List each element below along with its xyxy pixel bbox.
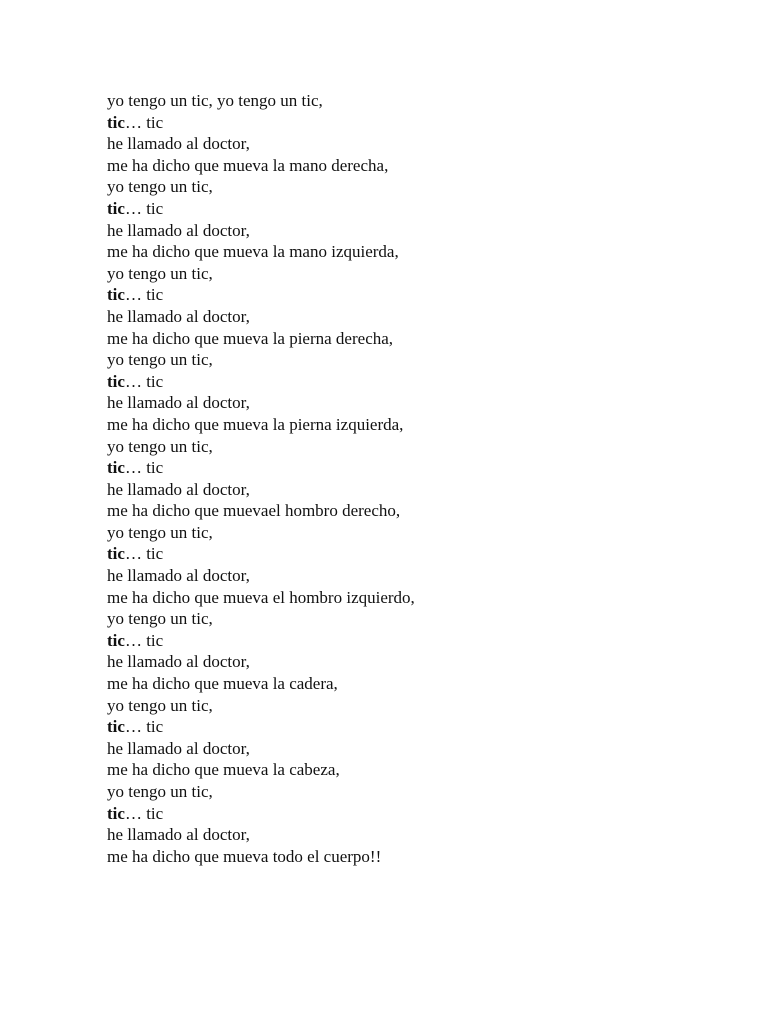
lyric-text: … tic <box>124 458 164 478</box>
lyric-line <box>107 803 415 825</box>
lyric-line <box>107 824 415 846</box>
lyric-text: he llamado al doctor, <box>107 566 250 586</box>
lyric-text: … tic <box>124 371 164 391</box>
lyric-line <box>107 306 415 328</box>
lyric-text: he llamado al doctor, <box>107 393 250 413</box>
lyric-bold-text: tic <box>107 544 125 564</box>
lyric-line <box>107 371 415 393</box>
lyric-bold-text: tic <box>107 803 125 823</box>
lyric-text: yo tengo un tic, <box>107 350 213 370</box>
lyric-bold-text: tic <box>107 198 125 218</box>
lyric-line <box>107 587 415 609</box>
lyric-text: … tic <box>124 803 164 823</box>
lyric-line <box>107 716 415 738</box>
lyric-text: yo tengo un tic, <box>107 609 213 629</box>
lyric-text: yo tengo un tic, <box>107 782 213 801</box>
lyric-text: he llamado al doctor, <box>107 825 250 845</box>
lyric-line <box>107 112 415 134</box>
lyric-text: me ha dicho que mueva la pierna derecha, <box>107 328 394 348</box>
lyric-bold-text: tic <box>107 458 125 478</box>
lyric-line <box>107 198 415 220</box>
lyric-text: yo tengo un tic, <box>107 522 213 542</box>
song-lyrics <box>107 90 415 867</box>
lyric-text: he llamado al doctor, <box>107 220 250 240</box>
lyric-text: yo tengo un tic, <box>107 177 213 197</box>
lyric-text: … tic <box>124 717 164 737</box>
lyric-text: … tic <box>124 630 164 650</box>
lyric-line <box>107 241 415 263</box>
lyric-line <box>107 263 415 285</box>
lyric-text: me ha dicho que mueva la pierna izquierda, <box>107 414 404 434</box>
lyric-text: … tic <box>124 112 164 132</box>
lyric-line <box>107 781 415 803</box>
lyric-bold-text: tic <box>107 112 125 132</box>
lyric-line <box>107 500 415 522</box>
lyric-text: he llamado al doctor, <box>107 134 250 154</box>
lyric-text: he llamado al doctor, <box>107 738 250 758</box>
lyric-text: yo tengo un tic, yo tengo un tic, <box>107 91 323 110</box>
lyric-line <box>107 349 415 371</box>
lyric-line <box>107 695 415 717</box>
lyric-line <box>107 414 415 436</box>
lyric-text: he llamado al doctor, <box>107 479 250 499</box>
lyric-line <box>107 673 415 695</box>
lyric-line <box>107 328 415 350</box>
lyric-text: … tic <box>124 198 164 218</box>
lyric-text: yo tengo un tic, <box>107 436 213 456</box>
lyric-line <box>107 155 415 177</box>
lyric-text: … tic <box>124 285 164 305</box>
lyric-text: me ha dicho que mueva la cadera, <box>107 674 338 694</box>
lyric-line <box>107 608 415 630</box>
lyric-line <box>107 90 415 112</box>
lyric-line <box>107 651 415 673</box>
lyric-line <box>107 565 415 587</box>
lyric-line <box>107 738 415 760</box>
lyric-line <box>107 392 415 414</box>
lyric-text: he llamado al doctor, <box>107 652 250 672</box>
lyric-text: yo tengo un tic, <box>107 263 213 283</box>
lyric-text: me ha dicho que mueva la mano izquierda, <box>107 242 399 262</box>
lyric-text: he llamado al doctor, <box>107 306 250 326</box>
lyric-text: me ha dicho que mueva la cabeza, <box>107 760 340 780</box>
lyric-text: yo tengo un tic, <box>107 695 213 715</box>
lyric-line <box>107 176 415 198</box>
lyric-line <box>107 630 415 652</box>
lyric-line <box>107 543 415 565</box>
lyric-bold-text: tic <box>107 371 125 391</box>
lyric-line <box>107 457 415 479</box>
lyric-text: me ha dicho que mueva todo el cuerpo!! <box>107 846 382 866</box>
lyric-line <box>107 759 415 781</box>
lyric-line <box>107 133 415 155</box>
lyric-text: me ha dicho que mueva la mano derecha, <box>107 155 389 175</box>
lyric-line <box>107 846 415 868</box>
lyric-line <box>107 522 415 544</box>
lyric-bold-text: tic <box>107 717 125 737</box>
lyric-text: me ha dicho que mueva el hombro izquierdo, <box>107 587 415 607</box>
lyric-text: … tic <box>124 544 164 564</box>
lyric-line <box>107 479 415 501</box>
lyric-line <box>107 284 415 306</box>
lyric-line <box>107 220 415 242</box>
lyric-text: me ha dicho que muevael hombro derecho, <box>107 501 401 521</box>
lyric-bold-text: tic <box>107 630 125 650</box>
lyric-bold-text: tic <box>107 285 125 305</box>
lyric-line <box>107 436 415 458</box>
